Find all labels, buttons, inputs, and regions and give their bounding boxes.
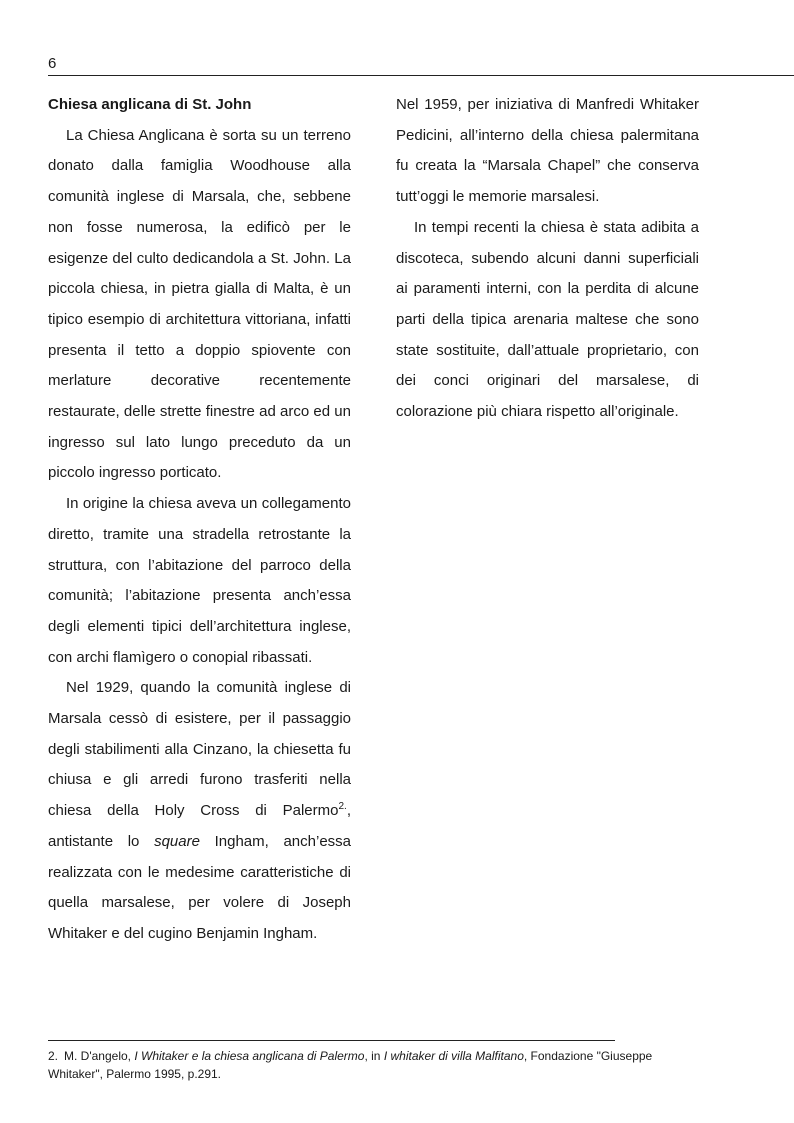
- paragraph-3: [48, 673, 351, 949]
- paragraph-3-text-b: , antistante lo: [48, 802, 351, 850]
- footnote-title-1: I Whitaker e la chiesa anglicana di Palermo: [134, 1049, 365, 1063]
- footnote-separator: , in: [364, 1049, 384, 1063]
- page-number: 6: [48, 55, 57, 72]
- footnote: [48, 1047, 698, 1083]
- footnote-number: 2.: [48, 1049, 59, 1063]
- footnote-rest: , Fondazione "Giuseppe Whitaker", Palermo 1995, p.291.: [48, 1049, 653, 1081]
- section-heading: Chiesa anglicana di St. John: [48, 96, 252, 113]
- paragraph-3-text-a: Nel 1929, quando la comunità inglese di Marsala cessò di esistere, per il passaggio degli stabilimenti alla Cinzano, la chiesetta fu chiusa e gli arredi furono trasferiti nella chiesa della Holy Cross di Palermo: [48, 679, 351, 820]
- left-column: [48, 90, 351, 950]
- paragraph-4: Nel 1959, per iniziativa di Manfredi Whitaker Pedicini, all’interno della chiesa palermitana fu creata la “Marsala Chapel” che conserva tutt’oggi le memorie marsalesi.: [396, 96, 699, 206]
- footnote-title-2: I whitaker di villa Malfitano: [383, 1049, 524, 1063]
- paragraph-3-italic: square: [154, 832, 200, 850]
- footnote-reference[interactable]: 2.: [338, 801, 347, 813]
- footnote-author: M. D'angelo,: [64, 1049, 135, 1063]
- paragraph-5: In tempi recenti la chiesa è stata adibita a discoteca, subendo alcuni danni superficiali ai paramenti interni, con la perdita di alcune parti della tipica arenaria maltese che sono state sostituite, dall’attuale proprietario, con dei conci originari del marsalese, di colorazione più chiara rispetto all’originale.: [396, 218, 699, 421]
- footnote-rule: [48, 1040, 615, 1041]
- paragraph-2: In origine la chiesa aveva un collegamento diretto, tramite una stradella retrostante la struttura, con l’abitazione del parroco della comunità; l’abitazione presenta anch’essa degli elementi tipici dell’architettura inglese, con archi flamìgero o conopial ribassati.: [48, 495, 351, 666]
- right-column: [396, 90, 699, 428]
- paragraph-1: La Chiesa Anglicana è sorta su un terreno donato dalla famiglia Woodhouse alla comunità inglese di Marsala, che, sebbene non fosse numerosa, la edificò per le esigenze del culto dedicandola a St. John. La piccola chiesa, in pietra gialla di Malta, è un tipico esempio di architettura vittoriana, infatti presenta il tetto a doppio spiovente con merlature decorative recentemente restaurate, delle strette finestre ad arco ed un ingresso sul lato lungo preceduto da un piccolo ingresso porticato.: [48, 126, 351, 482]
- paragraph-3-text-c: Ingham, anch’essa realizzata con le medesime caratteristiche di quella marsalese, per volere di Joseph Whitaker e del cugino Benjamin Ingham.: [48, 832, 352, 942]
- header-rule: [48, 75, 794, 76]
